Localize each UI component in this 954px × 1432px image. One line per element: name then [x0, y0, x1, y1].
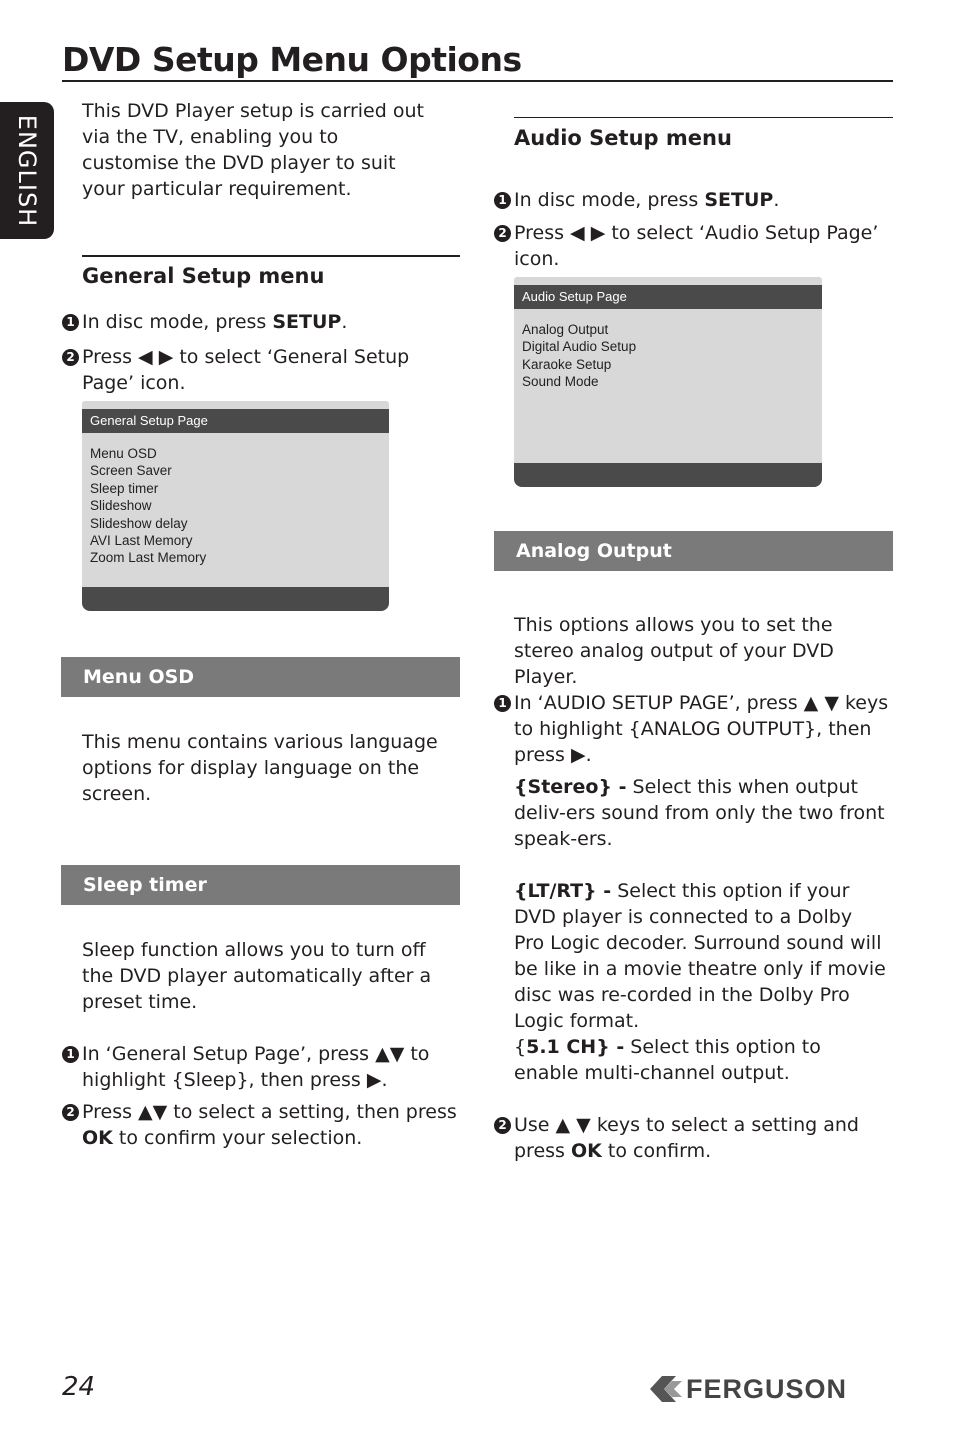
ferguson-logo-icon — [648, 1372, 684, 1406]
analog-output-text: This options allows you to set the stereo analog output of your DVD Player. — [514, 614, 834, 688]
audio-setup-heading: Audio Setup menu — [514, 126, 732, 150]
language-tab-label: ENGLISH — [13, 114, 41, 227]
step-number-2-icon: 2 — [62, 349, 79, 366]
osd-item-avi-last-memory: AVI Last Memory — [90, 533, 193, 549]
step-text: In ‘AUDIO SETUP PAGE’, press ▲ ▼ keys to highlight {ANALOG OUTPUT}, then press ▶. — [514, 692, 889, 766]
section-divider — [82, 255, 460, 257]
osd-item-analog-output: Analog Output — [522, 322, 609, 337]
step-number-1-icon: 1 — [494, 695, 511, 712]
step-text-end: to confirm your selection. — [112, 1127, 363, 1149]
menu-osd-band: Menu OSD — [61, 657, 460, 697]
intro-text: This DVD Player setup is carried out via the TV, enabling you to customise the DVD player to suit your particular requirement. — [82, 100, 424, 200]
osd-item-zoom-last-memory: Zoom Last Memory — [90, 550, 207, 566]
title-divider — [62, 80, 893, 82]
osd-item-menu-osd: Menu OSD — [90, 446, 157, 461]
brand-name: FERGUSON — [686, 1374, 848, 1404]
brand-logo — [648, 1372, 893, 1406]
sleep-step-2 — [62, 1099, 460, 1151]
osd-item-slideshow-delay: Slideshow delay — [90, 515, 188, 531]
step-number-2-icon: 2 — [494, 225, 511, 242]
audio-step-1 — [494, 187, 893, 213]
osd-item-slideshow: Slideshow — [90, 498, 152, 514]
ch51-description: Select this option to enable multi-channel output. — [514, 1036, 821, 1084]
step-text: Press ◀ ▶ to select ‘General Setup Page’ icon. — [82, 346, 410, 394]
step-text-end: to confirm. — [601, 1140, 712, 1162]
step-text: Use ▲ ▼ keys to select a setting and press — [514, 1114, 859, 1162]
osd-item-digital-audio-setup: Digital Audio Setup — [522, 339, 637, 355]
osd-footer — [82, 587, 389, 611]
stereo-option — [514, 774, 886, 852]
osd-item-sound-mode: Sound Mode — [522, 374, 599, 390]
sleep-step-1 — [62, 1041, 432, 1093]
stereo-label: {Stereo} - — [514, 776, 627, 798]
step-text: Press ◀ ▶ to select ‘Audio Setup Page’ icon. — [514, 222, 879, 270]
ch51-label: 5.1 CH} - — [526, 1036, 625, 1058]
audio-step-2 — [494, 220, 893, 272]
osd-item-karaoke-setup: Karaoke Setup — [522, 356, 612, 372]
step-number-1-icon: 1 — [62, 1046, 79, 1063]
language-tab — [0, 102, 54, 239]
step-text-end: . — [773, 189, 780, 211]
osd-title: General Setup Page — [82, 409, 389, 433]
general-step-1 — [62, 309, 460, 335]
osd-item-sleep-timer: Sleep timer — [90, 480, 159, 496]
setup-key: SETUP — [272, 311, 342, 333]
osd-item-screen-saver: Screen Saver — [90, 463, 172, 479]
stereo-description: Select this when output deliv-ers sound from only the two front speak-ers. — [514, 776, 885, 850]
osd-title: Audio Setup Page — [514, 285, 822, 309]
ok-key: OK — [82, 1127, 113, 1149]
ok-key: OK — [570, 1140, 602, 1162]
osd-list — [90, 445, 206, 567]
step-text: In disc mode, press — [514, 189, 705, 211]
ltrt-option — [514, 878, 886, 1034]
ltrt-label: {LT/RT} - — [514, 880, 612, 902]
page-number: 24 — [62, 1372, 96, 1402]
ch51-option — [514, 1034, 886, 1086]
analog-step-2 — [494, 1112, 893, 1164]
analog-step-1 — [494, 690, 893, 768]
sleep-timer-band: Sleep timer — [61, 865, 460, 905]
step-number-1-icon: 1 — [62, 314, 79, 331]
general-setup-osd — [82, 401, 389, 611]
ltrt-description: Select this option if your DVD player is connected to a Dolby Pro Logic decoder. Surround sound will be like in a movie theatre only if movie disc was re-corded in the Dolby Pro Logic format. — [514, 880, 886, 1032]
step-text: In ‘General Setup Page’, press ▲▼ to highlight {Sleep}, then press ▶. — [82, 1043, 430, 1091]
setup-key: SETUP — [704, 189, 774, 211]
menu-osd-text: This menu contains various language options for display language on the screen. — [82, 731, 438, 805]
step-text-end: . — [341, 311, 348, 333]
osd-list — [522, 321, 636, 391]
step-number-1-icon: 1 — [494, 192, 511, 209]
step-text: In disc mode, press — [82, 311, 273, 333]
general-step-2 — [62, 344, 460, 396]
step-number-2-icon: 2 — [494, 1117, 511, 1134]
general-setup-heading: General Setup menu — [82, 264, 325, 288]
audio-setup-osd — [514, 277, 822, 487]
osd-footer — [514, 463, 822, 487]
section-divider — [514, 117, 893, 118]
ch51-brace: { — [514, 1036, 527, 1058]
step-text: Press ▲▼ to select a setting, then press — [82, 1101, 457, 1123]
analog-output-band: Analog Output — [494, 531, 893, 571]
sleep-timer-text: Sleep function allows you to turn off the DVD player automatically after a preset time. — [82, 939, 432, 1013]
step-number-2-icon: 2 — [62, 1104, 79, 1121]
page-title: DVD Setup Menu Options — [62, 40, 522, 79]
